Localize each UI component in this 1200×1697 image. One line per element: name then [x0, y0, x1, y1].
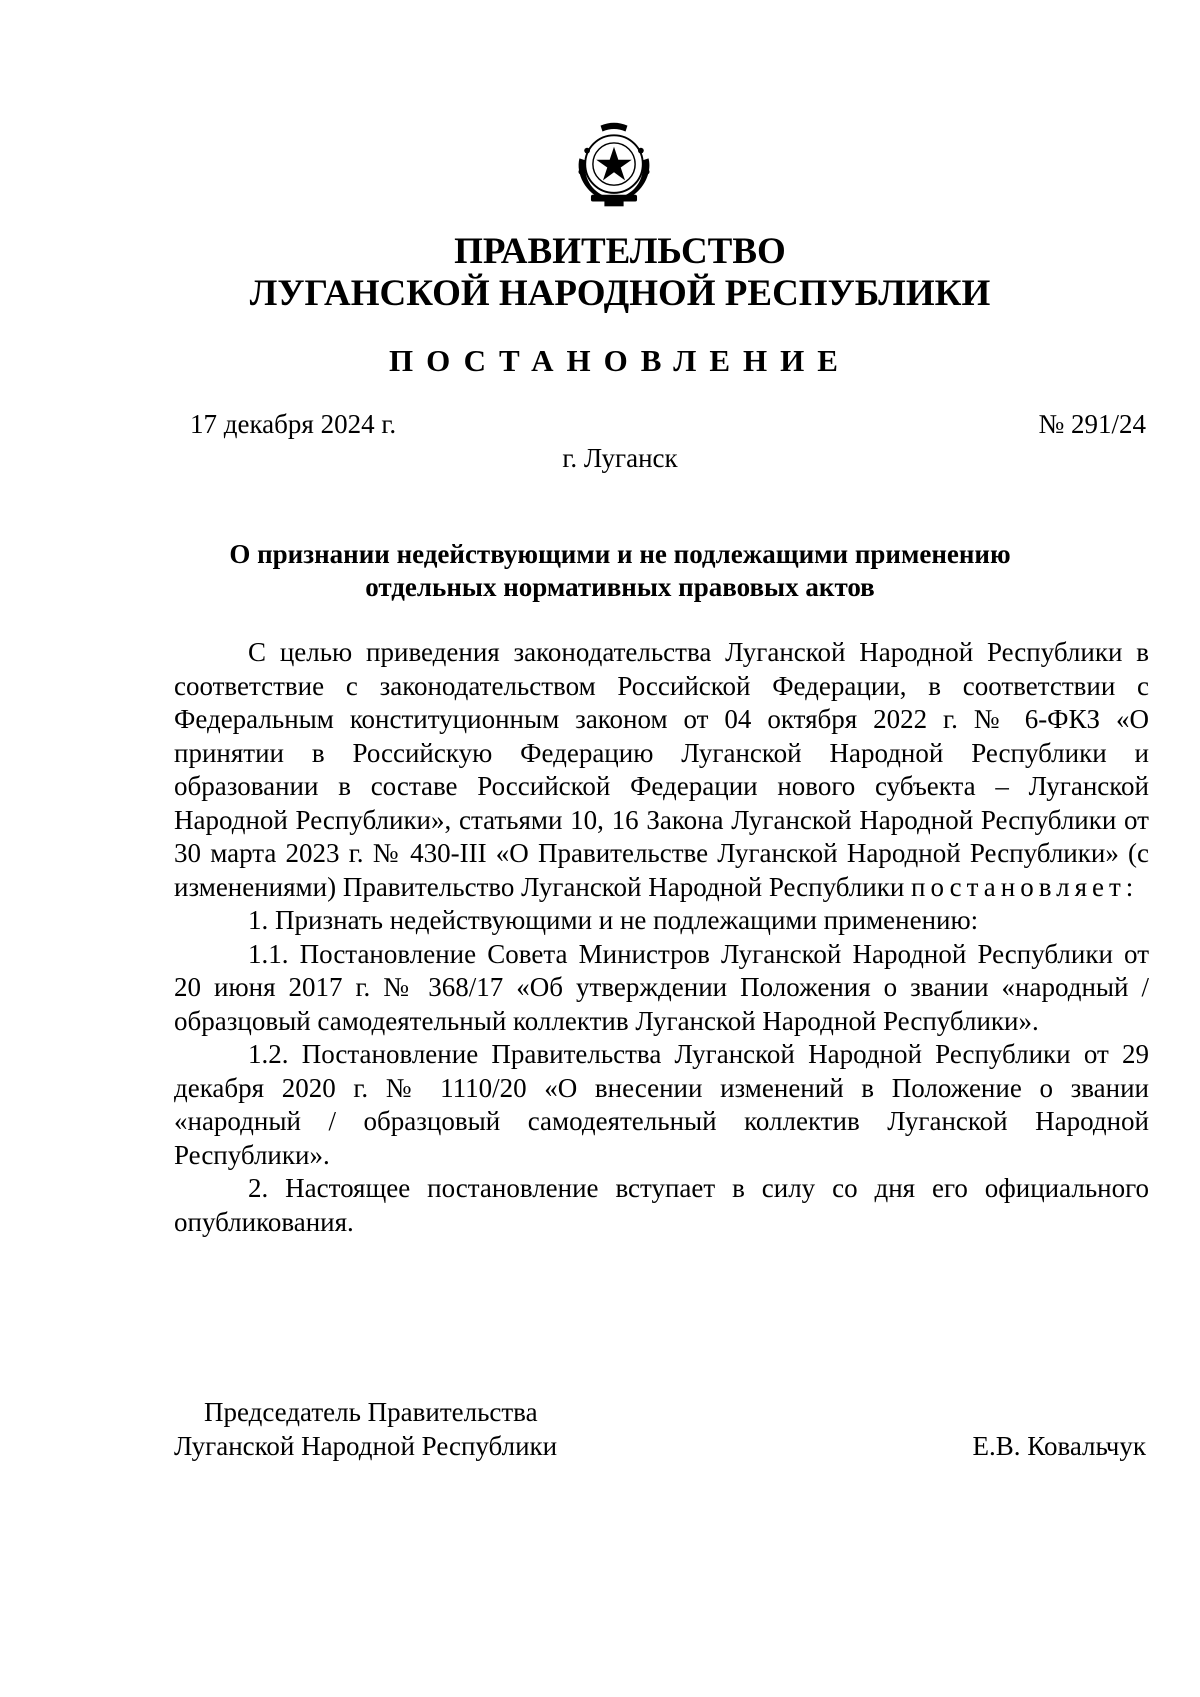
coat-of-arms-icon — [566, 118, 662, 214]
subject-line1: О признании недействующими и не подлежащими применению — [229, 539, 1011, 569]
document-city: г. Луганск — [562, 443, 678, 473]
document-number: № 291/24 — [1038, 409, 1146, 439]
document-body — [174, 636, 1149, 1239]
preamble-paragraph — [174, 636, 1149, 904]
item-1-2: 1.2. Постановление Правительства Луганской Народной Республики от 29 декабря 2020 г. № 1110/20 «О внесении изменений в Положение о звании «народный / образцовый самодеятельный коллектив Луганской Народной Республики». — [174, 1039, 1149, 1170]
signatory-position-line2: Луганской Народной Республики — [174, 1431, 558, 1461]
item-2: 2. Настоящее постановление вступает в силу со дня его официального опубликования. — [174, 1173, 1149, 1237]
document-subject — [160, 538, 1080, 604]
signatory-name: Е.В. Ковальчук — [972, 1431, 1146, 1461]
preamble-text: С целью приведения законодательства Луганской Народной Республики в соответствие с законодательством Российской Федерации, в соответствии с Федеральным конституционным законом от 04 октября 2022 г. № 6-ФКЗ «О принятии в Российскую Федерацию Луганской Народной Республики и образовании в составе Российской Федерации нового субъекта – Луганской Народной Республики», статьями 10, 16 Закона Луганской Народной Республики от 30 марта 2023 г. № 430-III «О Правительстве Луганской Народной Республики» (с изменениями) Правительство Луганской Народной Республики — [174, 637, 1149, 902]
subject-line2: отдельных нормативных правовых актов — [365, 572, 875, 602]
resolves-word: постановляет: — [911, 871, 1139, 902]
document-date: 17 декабря 2024 г. — [190, 409, 397, 439]
item-1-1: 1.1. Постановление Совета Министров Луганской Народной Республики от 20 июня 2017 г. № 368/17 «Об утверждении Положения о звании «народный / образцовый самодеятельный коллектив Луганской Народной Республики». — [174, 938, 1149, 1036]
item-1: 1. Признать недействующими и не подлежащими применению: — [248, 905, 979, 935]
signatory-position — [174, 1395, 557, 1463]
document-type: ПОСТАНОВЛЕНИЕ — [389, 343, 851, 378]
org-title-line2: ЛУГАНСКОЙ НАРОДНОЙ РЕСПУБЛИКИ — [249, 273, 991, 314]
signatory-position-line1: Председатель Правительства — [204, 1397, 538, 1427]
org-title-line1: ПРАВИТЕЛЬСТВО — [454, 231, 786, 272]
